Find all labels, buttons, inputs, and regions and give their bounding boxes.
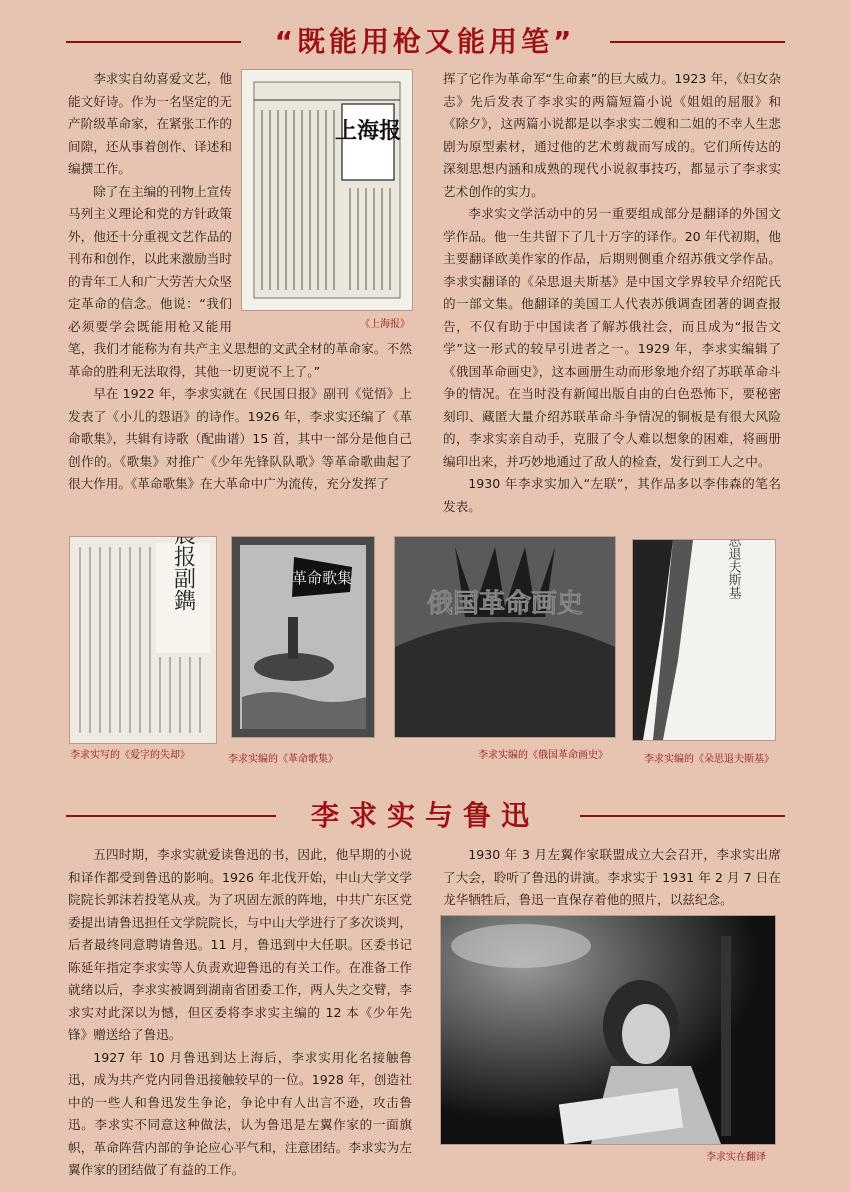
section1-right-column xyxy=(443,68,781,514)
translating-photo xyxy=(441,916,775,1144)
section2-right-column xyxy=(443,844,781,924)
gallery-caption-1: 李求实写的《爱字的失却》 xyxy=(70,750,190,761)
section2-left-column xyxy=(68,844,412,1177)
gallery-image-1 xyxy=(70,537,216,743)
s2-right-para-1: 1930 年 3 月左翼作家联盟成立大会召开，李求实出席了大会，聆听了鲁迅的讲演。李求实于 1931 年 2 月 7 日在龙华牺牲后，鲁迅一直保存着他的照片，以兹纪念。 xyxy=(443,847,781,907)
s1-left-para-1: 李求实自幼喜爱文艺，他能文好诗。作为一名坚定的无产阶级革命家，在紧张工作的间隙，还从事着创作、译述和编撰工作。 xyxy=(68,71,232,176)
gallery-image-2 xyxy=(232,537,374,737)
shanghai-bao-figure xyxy=(242,70,412,330)
gallery-caption-4: 李求实编的《朵思退夫斯基》 xyxy=(644,754,774,765)
gallery-1-cover-text: 晨报副鐫 xyxy=(170,537,196,611)
gallery-3-cover-text: 俄国革命画史 xyxy=(426,589,584,619)
section1-left-column xyxy=(68,68,412,508)
gallery-4-cover-text: 朵思退夫斯基 xyxy=(725,540,741,599)
newspaper-page-image xyxy=(242,70,412,310)
gallery-caption-3: 李求实编的《俄国革命画史》 xyxy=(478,750,608,761)
section1-title: “既能用枪又能用笔” xyxy=(274,25,576,58)
s1-left-para-3: 早在 1922 年，李求实就在《民国日报》副刊《觉悟》上发表了《小儿的怨语》的诗作。1926 年，李求实还编了《革命歌集》，共辑有诗歌（配曲谱）15 首，其中一部分是他自己创作的。《歌集》对推广《少年先锋队队歌》等革命歌曲起了很大作用。《革命歌集》在大革命中广为流传，充分发挥了 xyxy=(68,386,412,491)
section1-header xyxy=(0,22,850,62)
s2-left-para-2: 1927 年 10 月鲁迅到达上海后，李求实用化名接触鲁迅，成为共产党内同鲁迅接触较早的一位。1928 年，创造社中的一些人和鲁迅发生争论，争论中有人出言不逊，攻击鲁迅。李求实不同意这种做法，认为鲁迅是左翼作家的一面旗帜，革命阵营内部的争论应心平气和，注意团结。李求实为左翼作家的团结做了有益的工作。 xyxy=(68,1049,412,1177)
s1-right-para-3: 1930 年李求实加入“左联”，其作品多以李伟森的笔名发表。 xyxy=(443,476,781,514)
s1-right-para-2: 李求实文学活动中的另一重要组成部分是翻译的外国文学作品。他一生共留下了几十万字的译作。20 年代初期，他主要翻译欧美作家的作品，后期则侧重介绍苏俄文学作品。李求实翻译的《朵思退夫斯基》是中国文学界较早介绍陀氏的一部文集。他翻译的美国工人代表苏俄调查团著的调查报告，不仅有助于中国读者了解苏俄社会，而且成为“报告文学”这一形式的较早引进者之一。1929 年，李求实编辑了《俄国革命画史》，这本画册生动而形象地介绍了苏联革命斗争的情况。在当时没有新闻出版自由的白色恐怖下，要秘密刻印、藏匿大量介绍苏联革命斗争情况的铜板是有很大风险的，李求实亲自动手，克服了令人难以想象的困难，将画册编印出来，并巧妙地通过了敌人的检查，发行到工人之中。 xyxy=(443,206,781,469)
gallery-caption-2: 李求实编的《革命歌集》 xyxy=(228,754,338,765)
s2-left-para-1: 五四时期，李求实就爱读鲁迅的书，因此，他早期的小说和译作都受到鲁迅的影响。1926 年北伐开始，中山大学文学院院长郭沫若投笔从戎。为了巩固左派的阵地，中共广东区党委提出请鲁迅担任文学院院长，与中山大学进行了多次谈判，后者最终同意聘请鲁迅。11 月，鲁迅到中大任职。区委书记陈延年指定李求实等人负责欢迎鲁迅的有关工作。在准备工作就绪以后，李求实被调到湖南省团委工作，两人失之交臂，李求实对此深以为憾，但区委将李求实主编的 12 本《少年先锋》赠送给了鲁迅。 xyxy=(68,847,412,1042)
masthead-text: 上海报 xyxy=(334,118,402,144)
section2-header xyxy=(0,796,850,836)
s1-left-para-2: 除了在主编的刊物上宣传马列主义理论和党的方针政策外，他还十分重视文艺作品的刊布和创作，以此来激励当时的青年工人和广大劳苦大众坚定革命的信念。他说：“我们必须要学会既能用枪又能用笔，我们才能称为有共产主义思想的文武全材的革命家。不然革命的胜利无法取得，其他一切更说不上了。” xyxy=(68,183,412,379)
s1-right-para-1: 挥了它作为革命军“生命素”的巨大威力。1923 年，《妇女杂志》先后发表了李求实的两篇短篇小说《姐姐的屈服》和《除夕》，这两篇小说都是以李求实二嫂和二姐的不幸人生悲剧为原型素材，通过他的艺术剪裁而写成的。它们所传达的深刻思想内涵和成熟的现代小说叙事技巧，都显示了李求实艺术创作的实力。 xyxy=(443,71,781,199)
section2-title: 李求实与鲁迅 xyxy=(310,799,539,832)
translating-photo-caption: 李求实在翻译 xyxy=(706,1152,766,1163)
gallery-image-4 xyxy=(633,540,775,740)
gallery-image-3 xyxy=(395,537,615,737)
gallery-2-cover-text: 革命歌集 xyxy=(291,569,353,587)
shanghai-bao-caption: 《上海报》 xyxy=(360,319,410,330)
